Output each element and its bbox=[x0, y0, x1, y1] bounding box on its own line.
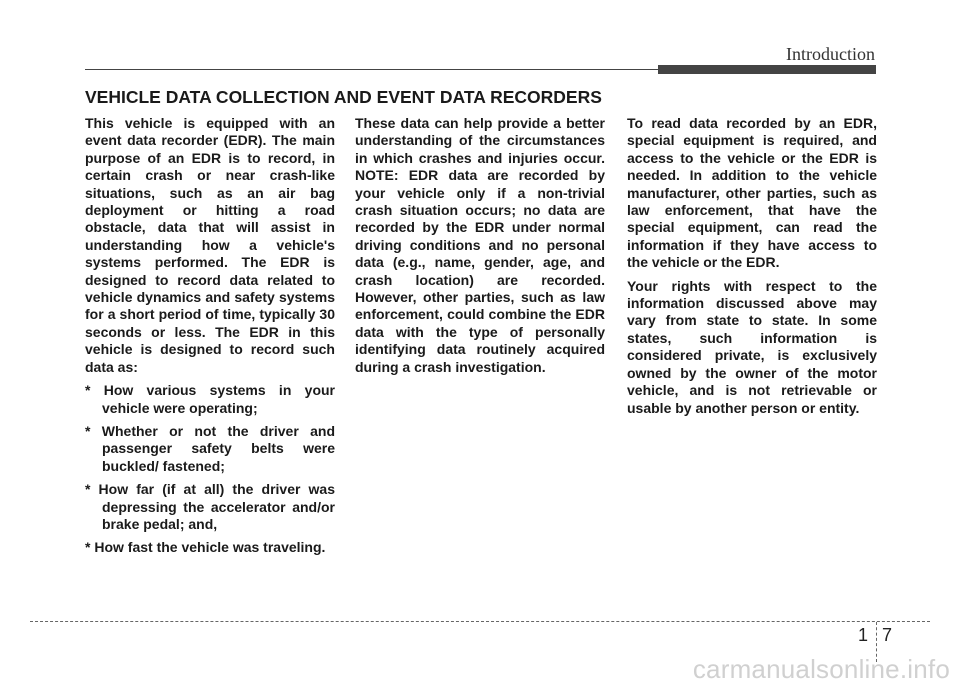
header-rule bbox=[85, 69, 660, 70]
page-number: 7 bbox=[882, 625, 893, 645]
bullet-item: * How far (if at all) the driver was depressing the accelerator and/or brake pedal; and, bbox=[85, 481, 335, 532]
edr-access-paragraph: To read data recorded by an EDR, special equipment is required, and access to the vehicle or the EDR is needed. In addition to the vehicle manufacturer, other parties, such as law enforcement, that have the special equipment, can read the information if they have access to the vehicle or the EDR. bbox=[627, 115, 877, 271]
header-rule-thick bbox=[658, 65, 876, 74]
bullet-item: * How fast the vehicle was traveling. bbox=[85, 539, 326, 556]
column-1 bbox=[85, 115, 335, 563]
page-heading: VEHICLE DATA COLLECTION AND EVENT DATA RECORDERS bbox=[85, 87, 602, 107]
intro-paragraph: This vehicle is equipped with an event data recorder (EDR). The main purpose of an EDR is to record, in certain crash or near crash-like situations, such as an air bag deployment or hitting a road obstacle, data that will assist in understanding how a vehicle's systems performed. The EDR is designed to record data related to vehicle dynamics and safety systems for a short period of time, typically 30 seconds or less. The EDR in this vehicle is designed to record such data as: bbox=[85, 115, 335, 375]
bullet-item: * How various systems in your vehicle were operating; bbox=[85, 382, 335, 416]
chapter-number: 1 bbox=[858, 625, 869, 645]
footer-divider bbox=[30, 621, 930, 622]
edr-data-paragraph: These data can help provide a better understanding of the circumstances in which crashes and injuries occur. NOTE: EDR data are recorded by your vehicle only if a non-trivial crash situation occurs; no data are recorded by the EDR under normal driving conditions and no personal data (e.g., name, gender, age, and crash location) are recorded. However, other parties, such as law enforcement, could combine the EDR data with the type of personally identifying data routinely acquired during a crash investigation. bbox=[355, 115, 605, 375]
rights-paragraph: Your rights with respect to the information discussed above may vary from state to state. In some states, such information is considered private, is exclusively owned by the owner of the motor vehicle, and is not retrievable or usable by another person or entity. bbox=[627, 277, 877, 416]
column-2 bbox=[355, 115, 605, 382]
section-label: Introduction bbox=[786, 44, 875, 64]
watermark: carmanualsonline.info bbox=[692, 654, 950, 684]
column-3 bbox=[627, 115, 877, 423]
bullet-item: * Whether or not the driver and passenger safety belts were buckled/ fastened; bbox=[85, 422, 335, 474]
